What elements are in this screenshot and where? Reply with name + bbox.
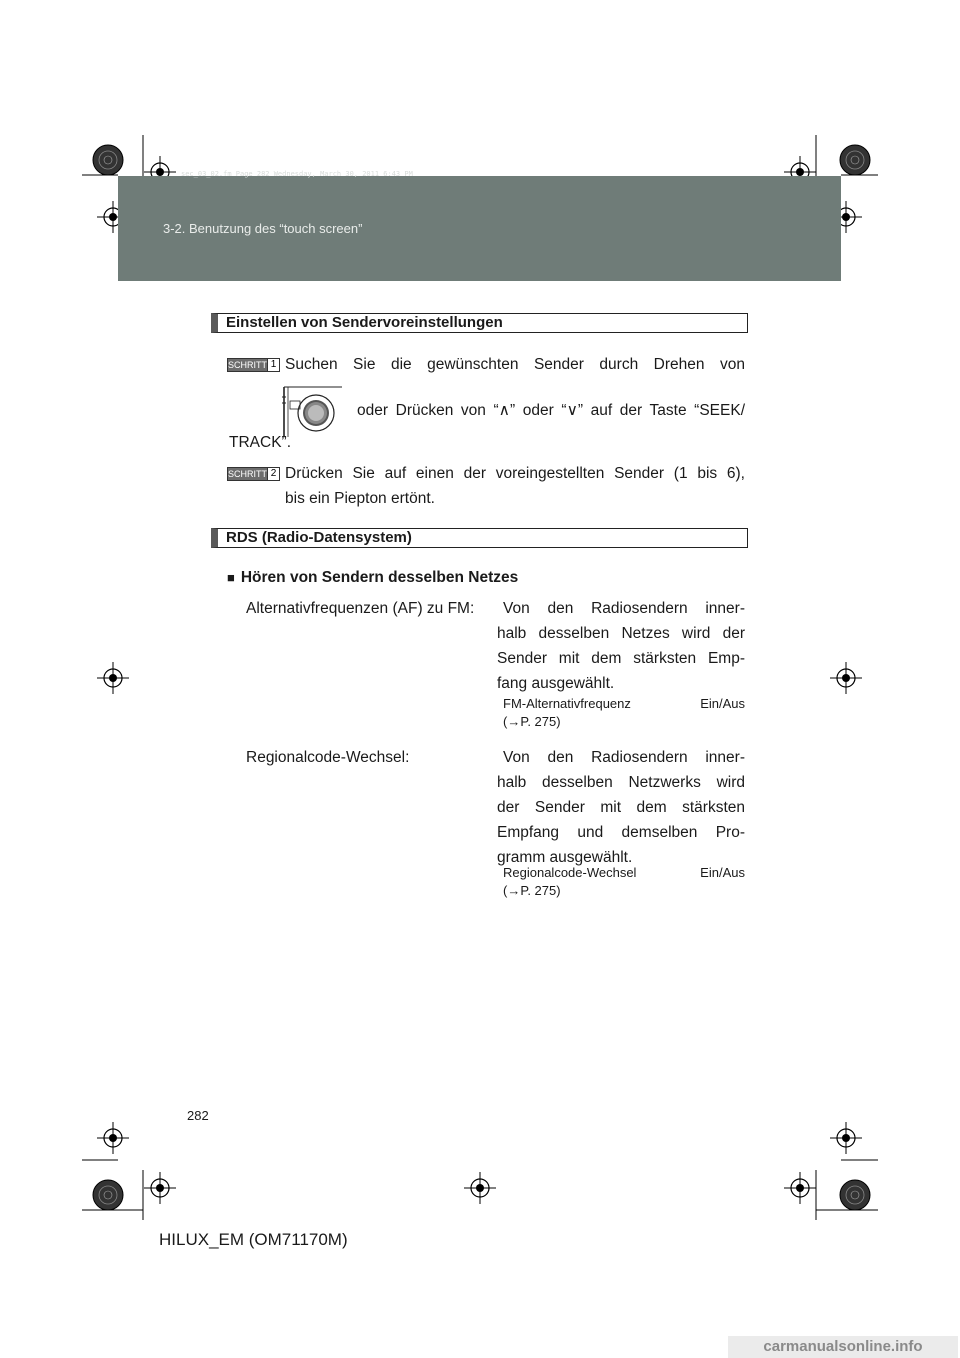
af-label: Alternativfrequenzen (AF) zu FM:: [246, 600, 475, 617]
step1-line1: Suchen Sie die gewünschten Sender durch Drehen von: [285, 356, 745, 373]
section-title-presets: Einstellen von Sendervoreinstellungen: [211, 313, 748, 333]
page-number: 282: [187, 1108, 209, 1123]
af-note-2: (→P. 275): [503, 714, 561, 729]
reg-note-1: Regionalcode-Wechsel Ein/Aus: [503, 865, 745, 880]
step1-line3: TRACK”.: [229, 434, 291, 451]
af-desc-2: halb desselben Netzes wird der: [497, 625, 745, 642]
reg-desc-4: Empfang und demselben Pro-: [497, 824, 745, 841]
step-badge-2: [227, 467, 280, 481]
af-note-1: FM-Alternativfrequenz Ein/Aus: [503, 696, 745, 711]
reg-label: Regionalcode-Wechsel:: [246, 749, 410, 766]
reg-desc-1: Von den Radiosendern inner-: [503, 749, 745, 766]
step1-line2: oder Drücken von “∧” oder “∨” auf der Taste “SEEK/: [357, 402, 745, 419]
step-badge-1: [227, 358, 280, 372]
footer-model: HILUX_EM (OM71170M): [159, 1230, 348, 1249]
reg-desc-2: halb desselben Netzwerks wird: [497, 774, 745, 791]
file-info: sec_03_02.fm Page 282 Wednesday, March 30, 2011 6:43 PM: [181, 170, 413, 178]
subheading-text: Hören von Sendern desselben Netzes: [240, 569, 519, 586]
square-bullet-icon: ■: [227, 570, 235, 585]
af-desc-1: Von den Radiosendern inner-: [503, 600, 745, 617]
section-title-rds: RDS (Radio-Datensystem): [211, 528, 748, 548]
step-badge-number: 1: [267, 359, 279, 371]
step2-line1: Drücken Sie auf einen der voreingestellten Sender (1 bis 6),: [285, 465, 745, 482]
reg-desc-3: der Sender mit dem stärksten: [497, 799, 745, 816]
reg-note-2: (→P. 275): [503, 883, 561, 898]
subheading: [227, 565, 518, 590]
section-heading: 3-2. Benutzung des “touch screen”: [163, 221, 363, 236]
af-desc-4: fang ausgewählt.: [497, 675, 615, 692]
step-badge-label: SCHRITT: [228, 360, 267, 370]
reg-desc-5: gramm ausgewählt.: [497, 849, 633, 866]
watermark: carmanualsonline.info: [728, 1336, 958, 1358]
af-desc-3: Sender mit dem stärksten Emp-: [497, 650, 745, 667]
step-badge-number: 2: [267, 468, 279, 480]
tune-knob-icon: [282, 383, 344, 439]
step-badge-label: SCHRITT: [228, 469, 267, 479]
step2-line2: bis ein Piepton ertönt.: [285, 490, 435, 507]
